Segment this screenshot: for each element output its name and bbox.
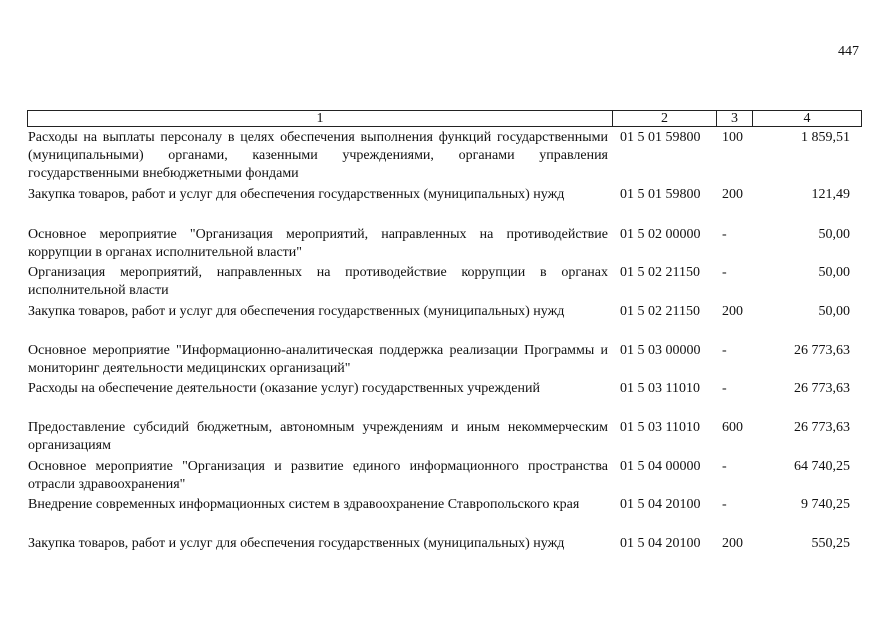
table-header — [27, 110, 862, 127]
row-amount: 121,49 — [811, 187, 850, 202]
row-type: 100 — [722, 130, 743, 145]
row-amount: 64 740,25 — [794, 459, 850, 474]
row-code: 01 5 04 20100 — [620, 536, 701, 551]
row-amount: 26 773,63 — [794, 420, 850, 435]
row-code: 01 5 03 11010 — [620, 381, 700, 396]
row-description: Расходы на обеспечение деятельности (оказание услуг) государственных учреждений — [28, 381, 540, 396]
row-type: - — [722, 381, 727, 396]
row-amount: 50,00 — [818, 265, 850, 280]
row-amount: 9 740,25 — [801, 497, 850, 512]
row-type: 200 — [722, 536, 743, 551]
row-code: 01 5 04 20100 — [620, 497, 701, 512]
row-amount: 1 859,51 — [801, 130, 850, 145]
row-type: - — [722, 459, 727, 474]
row-code: 01 5 03 00000 — [620, 343, 701, 358]
row-description: Организация мероприятий, направленных на противодействие коррупции в органах исполнительной власти — [28, 265, 608, 298]
row-code: 01 5 04 00000 — [620, 459, 701, 474]
row-type: 200 — [722, 304, 743, 319]
header-col-3: 3 — [717, 111, 753, 126]
row-description: Внедрение современных информационных систем в здравоохранение Ставропольского края — [28, 497, 580, 512]
row-description: Закупка товаров, работ и услуг для обеспечения государственных (муниципальных) нужд — [28, 304, 565, 319]
header-col-4: 4 — [803, 111, 811, 126]
row-code: 01 5 02 21150 — [620, 304, 700, 319]
row-type: 600 — [722, 420, 743, 435]
row-amount: 550,25 — [811, 536, 850, 551]
row-description: Расходы на выплаты персоналу в целях обеспечения выполнения функций государственными (муниципальными) органами, казенными учреждениями, органами управления государственными внебюджетными фондами — [28, 130, 608, 181]
row-amount: 50,00 — [818, 304, 850, 319]
row-code: 01 5 01 59800 — [620, 130, 701, 145]
page-number: 447 — [838, 44, 859, 59]
row-description: Закупка товаров, работ и услуг для обеспечения государственных (муниципальных) нужд — [28, 187, 565, 202]
row-code: 01 5 01 59800 — [620, 187, 701, 202]
row-code: 01 5 02 00000 — [620, 227, 701, 242]
row-type: - — [722, 497, 727, 512]
row-amount: 26 773,63 — [794, 343, 850, 358]
row-description: Закупка товаров, работ и услуг для обеспечения государственных (муниципальных) нужд — [28, 536, 565, 551]
row-description: Основное мероприятие "Информационно-аналитическая поддержка реализации Программы и мониторинг деятельности медицинских организаций" — [28, 343, 608, 376]
row-type: - — [722, 343, 727, 358]
row-description: Основное мероприятие "Организация мероприятий, направленных на противодействие коррупции в органах исполнительной власти" — [28, 227, 608, 260]
row-amount: 26 773,63 — [794, 381, 850, 396]
row-description: Предоставление субсидий бюджетным, автономным учреждениям и иным некоммерческим организациям — [28, 420, 608, 453]
row-amount: 50,00 — [818, 227, 850, 242]
header-col-1: 1 — [28, 111, 613, 126]
row-code: 01 5 03 11010 — [620, 420, 700, 435]
row-type: - — [722, 227, 727, 242]
header-col-2: 2 — [613, 111, 717, 126]
row-description: Основное мероприятие "Организация и развитие единого информационного пространства отрасли здравоохранения" — [28, 459, 608, 492]
row-code: 01 5 02 21150 — [620, 265, 700, 280]
row-type: - — [722, 265, 727, 280]
row-type: 200 — [722, 187, 743, 202]
